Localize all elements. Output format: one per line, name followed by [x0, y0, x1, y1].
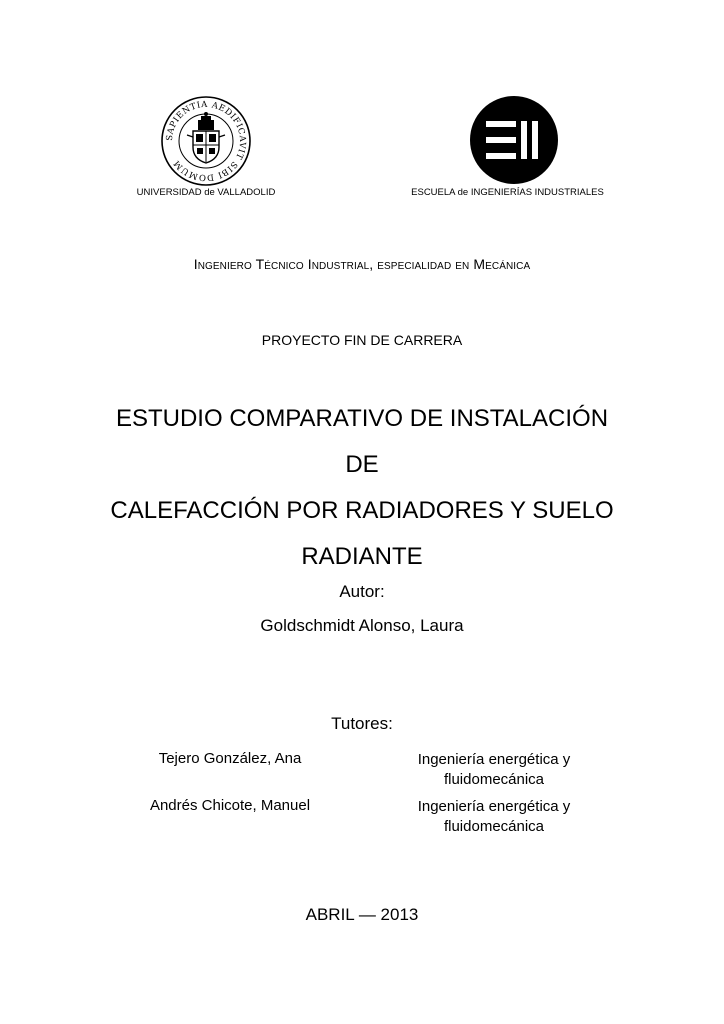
- author-name: Goldschmidt Alonso, Laura: [260, 616, 464, 635]
- university-seal-icon: [160, 95, 252, 187]
- tutor-department: [394, 797, 594, 837]
- tutor-department: [394, 750, 594, 790]
- project-title: [100, 396, 624, 580]
- seal-text: SAPIENTIA AEDIFICAVIT SIBI DOMUM: [164, 99, 248, 183]
- title-line: ESTUDIO COMPARATIVO DE INSTALACIÓN DE: [115, 405, 609, 478]
- tutor-name: Tejero González, Ana: [158, 750, 302, 767]
- date: ABRIL — 2013: [305, 905, 419, 924]
- department-line: fluidomecánica: [443, 771, 545, 788]
- degree-title: Ingeniero Técnico Industrial, especialidad en Mecánica: [193, 256, 531, 272]
- university-label: UNIVERSIDAD de VALLADOLID: [136, 187, 276, 198]
- title-line: RADIANTE: [301, 543, 423, 570]
- author-label: Autor:: [339, 582, 385, 601]
- title-line: CALEFACCIÓN POR RADIADORES Y SUELO: [110, 497, 614, 524]
- tutor-name: Andrés Chicote, Manuel: [149, 797, 311, 814]
- department-line: Ingeniería energética y: [417, 798, 571, 815]
- tutors-label: Tutores:: [331, 714, 393, 733]
- school-label: ESCUELA de INGENIERÍAS INDUSTRIALES: [411, 187, 604, 198]
- department-line: fluidomecánica: [443, 818, 545, 835]
- eii-logo-icon: [470, 96, 558, 184]
- department-line: Ingeniería energética y: [417, 751, 571, 768]
- project-type: PROYECTO FIN DE CARRERA: [261, 332, 463, 348]
